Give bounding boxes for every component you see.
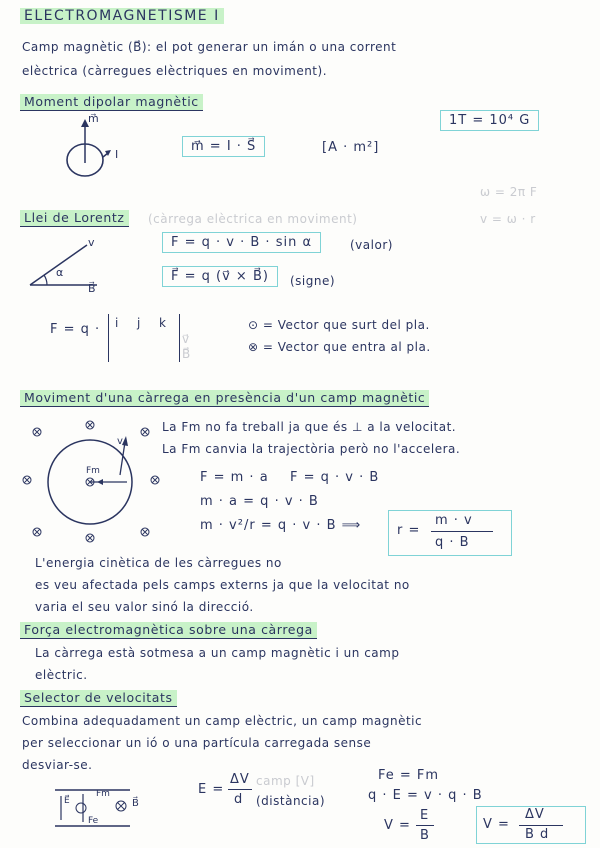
field-fraction-bar — [228, 789, 252, 790]
diagram-fe-label: Fe — [88, 816, 99, 826]
determinant-lhs: F = q · — [50, 322, 101, 337]
velocity-numerator: E — [420, 808, 430, 823]
field-numerator: ΔV — [230, 772, 250, 787]
movement-text-2: La Fm canvia la trajectòria però no l'accelera. — [162, 442, 461, 456]
final-velocity-numerator: ΔV — [525, 807, 545, 822]
intro-line-1: Camp magnètic (B⃗): el pot generar un imán o una corrent — [22, 40, 397, 54]
velocity-denominator: B — [420, 828, 430, 843]
force-heading: Força electromagnètica sobre una càrrega — [20, 622, 317, 639]
lorentz-v-label: v — [88, 236, 96, 249]
selector-text-2: per seleccionar un ió o una partícula carregada sense — [22, 736, 372, 750]
movement-fm-label: Fm — [86, 466, 100, 476]
force-balance-2: q · E = v · q · B — [368, 788, 483, 803]
movement-eq-4: m · v²/r = q · v · B ⟹ — [200, 518, 362, 533]
legend-in: ⊗ = Vector que entra al pla. — [248, 340, 431, 354]
selector-text-1: Combina adequadament un camp elèctric, un camp magnètic — [22, 714, 423, 728]
lorentz-subtitle: (càrrega elèctrica en moviment) — [148, 212, 358, 226]
tesla-box: 1T = 10⁴ G — [440, 110, 539, 131]
page-title: ELECTROMAGNETISME I — [20, 8, 224, 24]
force-text-2: elèctric. — [35, 668, 88, 682]
diagram-b-label: B⃗ — [132, 798, 139, 809]
legend-out: ⊙ = Vector que surt del pla. — [248, 318, 430, 332]
selector-text-3: desviar-se. — [22, 758, 93, 772]
force-text-1: La càrrega està sotmesa a un camp magnètic i un camp — [35, 646, 400, 660]
det-k: k — [159, 316, 167, 330]
intro-line-2: elèctrica (càrregues elèctriques en moviment). — [22, 64, 328, 78]
field-note-camp: camp [V] — [256, 774, 315, 788]
det-row-b: B⃗ — [182, 347, 191, 361]
movement-text-1: La Fm no fa treball ja que és ⊥ a la velocitat. — [162, 420, 457, 434]
determinant-matrix — [108, 314, 180, 362]
radius-numerator: m · v — [435, 513, 473, 528]
dipole-formula: m⃗ = I · S⃗ — [182, 136, 265, 157]
dipole-units: [A · m²] — [322, 140, 380, 155]
energy-text-2: es veu afectada pels camps externs ja que la velocitat no — [35, 578, 410, 592]
field-lhs: E = — [198, 782, 225, 797]
faint-omega: ω = 2π F — [480, 185, 538, 199]
faint-velocity: v = ω · r — [480, 212, 536, 226]
dipole-heading: Moment dipolar magnètic — [20, 94, 203, 111]
final-velocity-lhs: V = — [483, 817, 510, 832]
radius-fraction-bar — [431, 531, 493, 532]
movement-eq-3: m · a = q · v · B — [200, 494, 319, 509]
lorentz-heading: Llei de Lorentz — [20, 210, 129, 227]
lorentz-b-label: B⃗ — [88, 282, 97, 295]
lorentz-formula-value: F = q · v · B · sin α — [162, 232, 321, 253]
diagram-fm-label: Fm — [96, 789, 110, 799]
lorentz-formula-sign: F⃗ = q (v⃗ × B⃗) — [162, 266, 278, 287]
lorentz-note-sign: (signe) — [290, 274, 336, 288]
final-velocity-denominator: B d — [525, 827, 550, 842]
selector-heading: Selector de velocitats — [20, 690, 177, 707]
dipole-m-label: m⃗ — [88, 112, 100, 125]
final-velocity-bar — [519, 825, 563, 826]
energy-text-1: L'energia cinètica de les càrregues no — [35, 556, 282, 570]
field-note-distance: (distància) — [256, 794, 326, 808]
lorentz-note-value: (valor) — [350, 238, 393, 252]
dipole-diagram — [55, 115, 135, 195]
velocity-fraction-bar — [416, 825, 434, 826]
movement-eq-2: F = q · v · B — [290, 470, 380, 485]
field-denominator: d — [234, 792, 244, 807]
radius-denominator: q · B — [435, 535, 470, 550]
energy-text-3: varia el seu valor sinó la direcció. — [35, 600, 254, 614]
movement-eq-1: F = m · a — [200, 470, 269, 485]
dipole-i-label: I — [115, 148, 119, 161]
lorentz-alpha: α — [56, 266, 64, 279]
movement-v-label: v — [117, 436, 123, 447]
det-i: i — [115, 316, 119, 330]
velocity-lhs: V = — [384, 818, 411, 833]
final-velocity-box — [476, 806, 586, 844]
movement-heading: Moviment d'una càrrega en presència d'un camp magnètic — [20, 390, 429, 407]
det-j: j — [137, 316, 141, 330]
det-row-v: v⃗ — [182, 332, 190, 346]
circular-motion-diagram — [15, 420, 165, 550]
force-balance-1: Fe = Fm — [378, 768, 440, 783]
diagram-e-label: E⃗ — [64, 796, 70, 806]
radius-result-box — [388, 510, 512, 556]
radius-lhs: r = — [397, 523, 421, 538]
